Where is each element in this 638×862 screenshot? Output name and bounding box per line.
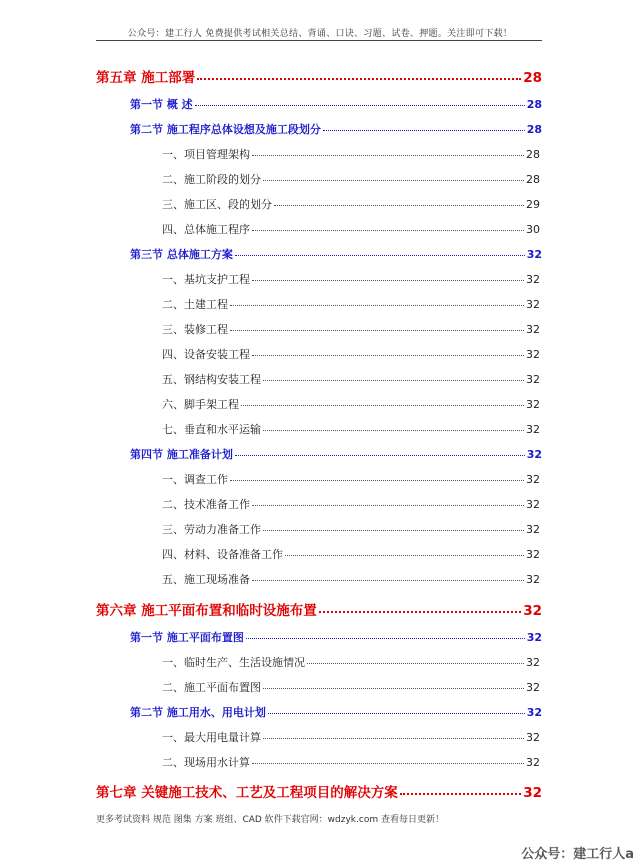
toc-page-number: 32 — [526, 573, 540, 586]
toc-page-number: 32 — [526, 731, 540, 744]
toc-entry-label: 第二节 施工程序总体设想及施工段划分 — [130, 123, 321, 136]
toc-page-number: 32 — [526, 373, 540, 386]
dot-leader — [263, 529, 524, 531]
toc-section-row — [130, 96, 542, 112]
toc-page-number: 32 — [523, 785, 542, 801]
toc-page-number: 29 — [526, 198, 540, 211]
toc-item-row — [162, 396, 540, 412]
watermark: 公众号：建工行人a — [521, 847, 634, 862]
toc-item-row — [162, 521, 540, 537]
toc-page-number: 28 — [523, 70, 542, 86]
toc-item-row — [162, 679, 540, 695]
toc-entry-label: 三、劳动力准备工作 — [162, 523, 261, 536]
toc-entry-label: 一、项目管理架构 — [162, 148, 250, 161]
dot-leader — [263, 429, 524, 431]
toc-page-number: 32 — [526, 523, 540, 536]
toc-entry-label: 六、脚手架工程 — [162, 398, 239, 411]
toc-page-number: 32 — [523, 603, 542, 619]
dot-leader — [235, 254, 525, 256]
dot-leader — [197, 77, 521, 80]
dot-leader — [323, 129, 525, 131]
toc-page-number: 28 — [526, 148, 540, 161]
toc-page-number: 32 — [526, 323, 540, 336]
toc-entry-label: 二、土建工程 — [162, 298, 228, 311]
toc-page-number: 32 — [526, 498, 540, 511]
dot-leader — [319, 610, 522, 613]
toc-entry-label: 第六章 施工平面布置和临时设施布置 — [96, 603, 317, 619]
toc-entry-label: 二、现场用水计算 — [162, 756, 250, 769]
toc-entry-label: 四、总体施工程序 — [162, 223, 250, 236]
dot-leader — [252, 279, 524, 281]
dot-leader — [241, 404, 524, 406]
dot-leader — [268, 712, 525, 714]
toc-section-row — [130, 446, 542, 462]
dot-leader — [230, 479, 524, 481]
dot-leader — [274, 204, 524, 206]
toc-page-number: 30 — [526, 223, 540, 236]
toc-entry-label: 三、施工区、段的划分 — [162, 198, 272, 211]
toc-entry-label: 第一节 施工平面布置图 — [130, 631, 244, 644]
toc-item-row — [162, 571, 540, 587]
toc-item-row — [162, 754, 540, 770]
dot-leader — [252, 229, 524, 231]
toc-item-row — [162, 371, 540, 387]
toc-entry-label: 三、装修工程 — [162, 323, 228, 336]
toc-entry-label: 二、施工平面布置图 — [162, 681, 261, 694]
toc-entry-label: 第五章 施工部署 — [96, 70, 196, 86]
toc-page-number: 32 — [526, 548, 540, 561]
toc-entry-label: 二、施工阶段的划分 — [162, 173, 261, 186]
toc-entry-label: 一、基坑支护工程 — [162, 273, 250, 286]
page-header: 公众号：建工行人 免费提供考试相关总结、背诵、口诀、习题、试卷、押题。关注即可下载！ — [127, 29, 513, 39]
toc-entry-label: 四、材料、设备准备工作 — [162, 548, 283, 561]
dot-leader — [263, 737, 524, 739]
toc-entry-label: 二、技术准备工作 — [162, 498, 250, 511]
header-divider — [96, 40, 542, 41]
toc-entry-label: 四、设备安装工程 — [162, 348, 250, 361]
toc-entry-label: 第七章 关键施工技术、工艺及工程项目的解决方案 — [96, 785, 398, 801]
toc-section-row — [130, 121, 542, 137]
toc-section-row — [130, 629, 542, 645]
toc-item-row — [162, 421, 540, 437]
toc-page-number: 32 — [526, 298, 540, 311]
page-footer: 更多考试资料 规范 图集 方案 班组、CAD 软件下载官网：wdzyk.com 查看每日更新！ — [96, 815, 444, 825]
toc-item-row — [162, 171, 540, 187]
toc-item-row — [162, 146, 540, 162]
toc-page-number: 32 — [526, 248, 542, 261]
toc-page-number: 28 — [526, 123, 542, 136]
dot-leader — [246, 637, 525, 639]
toc-section-row — [130, 246, 542, 262]
dot-leader — [252, 579, 524, 581]
toc-item-row — [162, 271, 540, 287]
toc-page-number: 32 — [526, 348, 540, 361]
toc-page-number: 32 — [526, 423, 540, 436]
dot-leader — [252, 762, 524, 764]
toc-item-row — [162, 346, 540, 362]
toc-entry-label: 七、垂直和水平运输 — [162, 423, 261, 436]
toc-entry-label: 第四节 施工准备计划 — [130, 448, 233, 461]
dot-leader — [195, 104, 525, 106]
toc-item-row — [162, 654, 540, 670]
toc-entry-label: 一、临时生产、生活设施情况 — [162, 656, 305, 669]
dot-leader — [252, 504, 524, 506]
toc-page-number: 28 — [526, 173, 540, 186]
toc-page-number: 28 — [526, 98, 542, 111]
toc-entry-label: 第一节 概 述 — [130, 98, 193, 111]
dot-leader — [263, 687, 524, 689]
toc-entry-label: 第三节 总体施工方案 — [130, 248, 233, 261]
toc-item-row — [162, 546, 540, 562]
toc-item-row — [162, 496, 540, 512]
toc-page-number: 32 — [526, 681, 540, 694]
toc-section-row — [130, 704, 542, 720]
dot-leader — [235, 454, 525, 456]
dot-leader — [307, 662, 524, 664]
dot-leader — [252, 154, 524, 156]
dot-leader — [285, 554, 524, 556]
toc-page-number: 32 — [526, 473, 540, 486]
toc-entry-label: 第二节 施工用水、用电计划 — [130, 706, 266, 719]
toc-page-number: 32 — [526, 706, 542, 719]
dot-leader — [230, 329, 524, 331]
toc-item-row — [162, 321, 540, 337]
toc-chapter-row — [96, 66, 542, 86]
dot-leader — [263, 179, 524, 181]
dot-leader — [400, 792, 522, 795]
toc-entry-label: 五、施工现场准备 — [162, 573, 250, 586]
toc-page-number: 32 — [526, 273, 540, 286]
dot-leader — [263, 379, 524, 381]
toc-chapter-row — [96, 599, 542, 619]
toc-item-row — [162, 729, 540, 745]
toc-entry-label: 一、调查工作 — [162, 473, 228, 486]
toc-page-number: 32 — [526, 631, 542, 644]
toc-page-number: 32 — [526, 398, 540, 411]
toc-chapter-row — [96, 781, 542, 801]
toc-entry-label: 一、最大用电量计算 — [162, 731, 261, 744]
dot-leader — [252, 354, 524, 356]
toc-entry-label: 五、钢结构安装工程 — [162, 373, 261, 386]
toc-page-number: 32 — [526, 756, 540, 769]
toc-item-row — [162, 221, 540, 237]
toc-item-row — [162, 296, 540, 312]
toc-page-number: 32 — [526, 656, 540, 669]
toc-page-number: 32 — [526, 448, 542, 461]
toc-item-row — [162, 471, 540, 487]
toc-item-row — [162, 196, 540, 212]
dot-leader — [230, 304, 524, 306]
